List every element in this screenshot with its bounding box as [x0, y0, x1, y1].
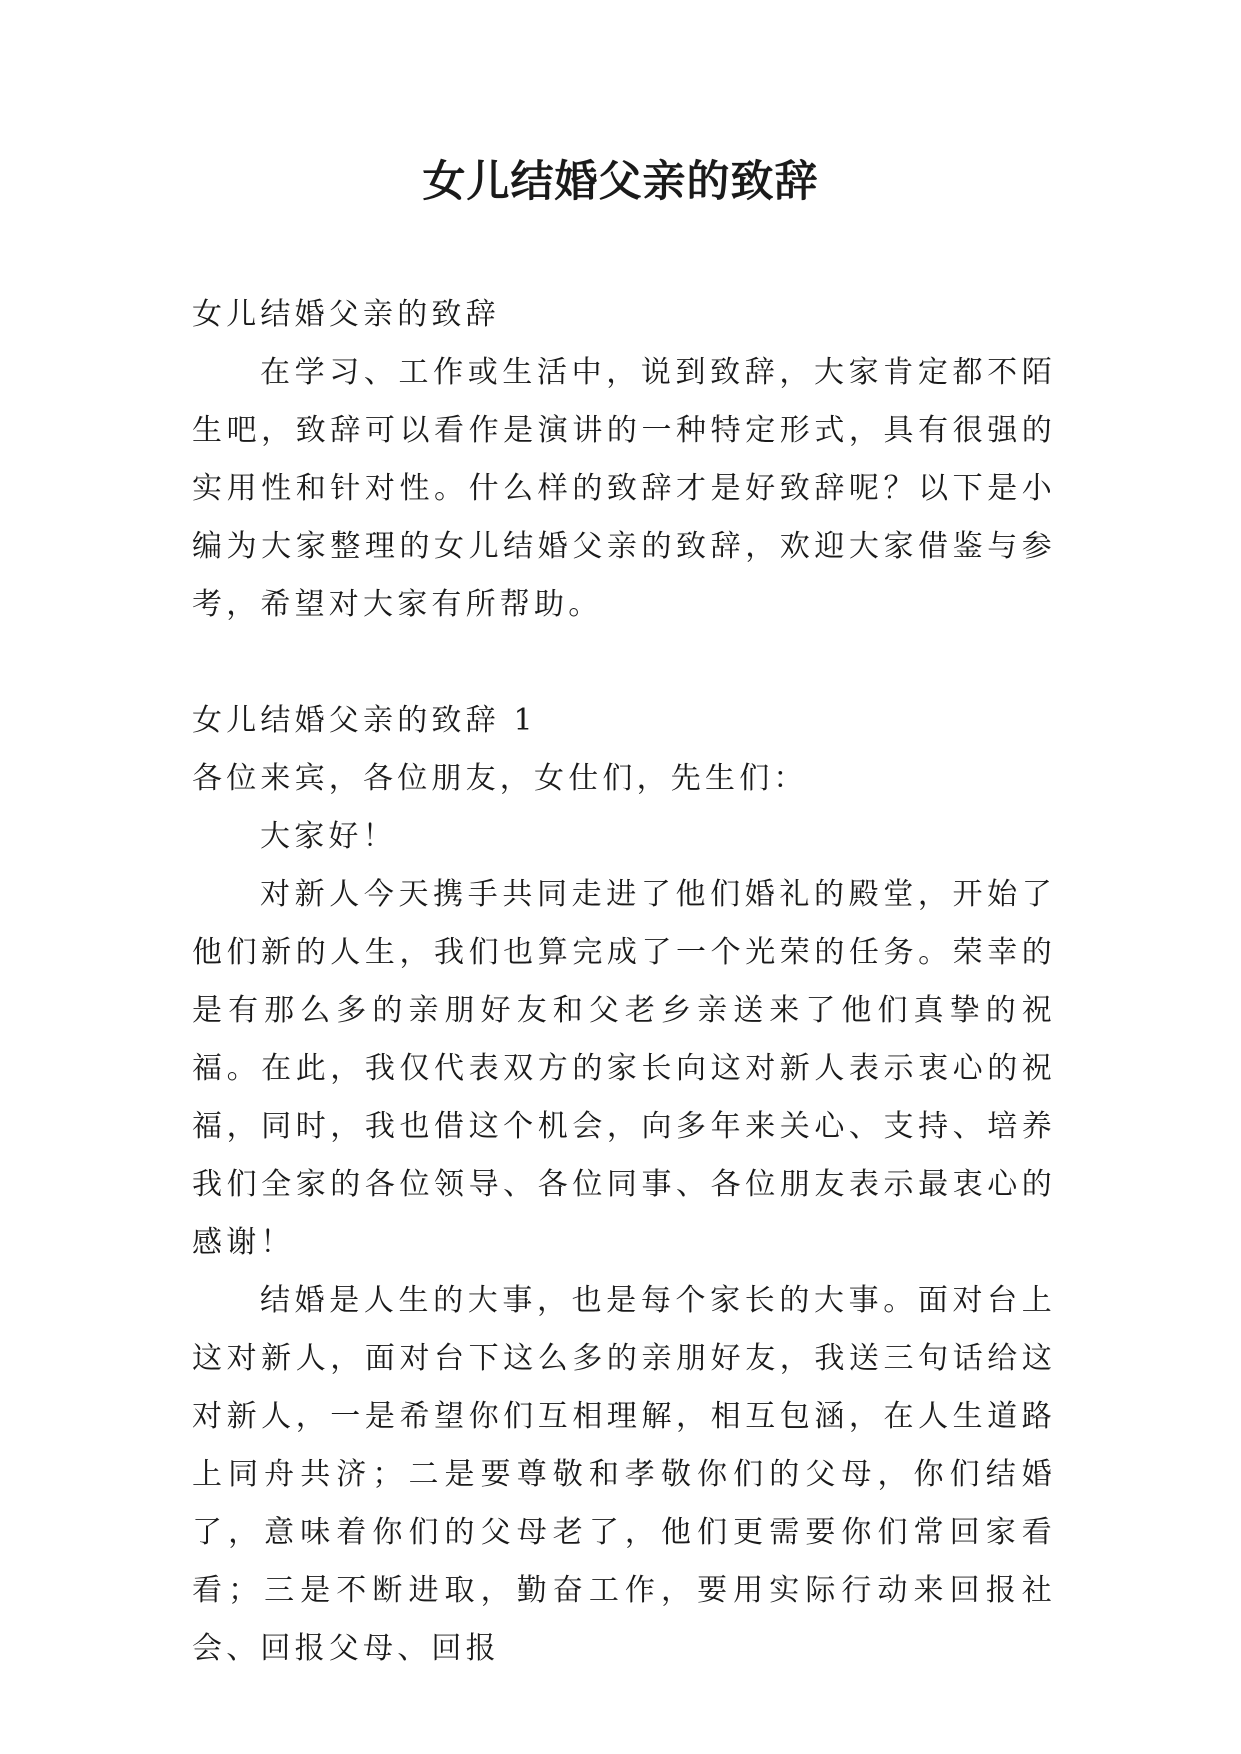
document-title: 女儿结婚父亲的致辞	[422, 157, 819, 207]
document-body	[192, 286, 1056, 1678]
intro-paragraph: 在学习、工作或生活中，说到致辞，大家肯定都不陌生吧，致辞可以看作是演讲的一种特定形式，具有很强的实用性和针对性。什么样的致辞才是好致辞呢？以下是小编为大家整理的女儿结婚父亲的致辞，欢迎大家借鉴与参考，希望对大家有所帮助。	[192, 355, 1056, 622]
body-paragraph-2: 结婚是人生的大事，也是每个家长的大事。面对台上这对新人，面对台下这么多的亲朋好友，我送三句话给这对新人，一是希望你们互相理解，相互包涵，在人生道路上同舟共济；二是要尊敬和孝敬你们的父母，你们结婚了，意味着你们的父母老了，他们更需要你们常回家看看；三是不断进取，勤奋工作，要用实际行动来回报社会、回报父母、回报	[192, 1283, 1056, 1666]
salutation: 各位来宾，各位朋友，女仕们，先生们：	[192, 761, 808, 796]
section-heading: 女儿结婚父亲的致辞 1	[192, 703, 537, 738]
body-paragraph-1: 对新人今天携手共同走进了他们婚礼的殿堂，开始了他们新的人生，我们也算完成了一个光荣的任务。荣幸的是有那么多的亲朋好友和父老乡亲送来了他们真挚的祝福。在此，我仅代表双方的家长向这对新人表示衷心的祝福，同时，我也借这个机会，向多年来关心、支持、培养我们全家的各位领导、各位同事、各位朋友表示最衷心的感谢！	[192, 877, 1056, 1260]
document-subtitle: 女儿结婚父亲的致辞	[192, 297, 500, 332]
greeting: 大家好！	[260, 819, 397, 854]
paragraph-spacer	[192, 634, 1056, 692]
